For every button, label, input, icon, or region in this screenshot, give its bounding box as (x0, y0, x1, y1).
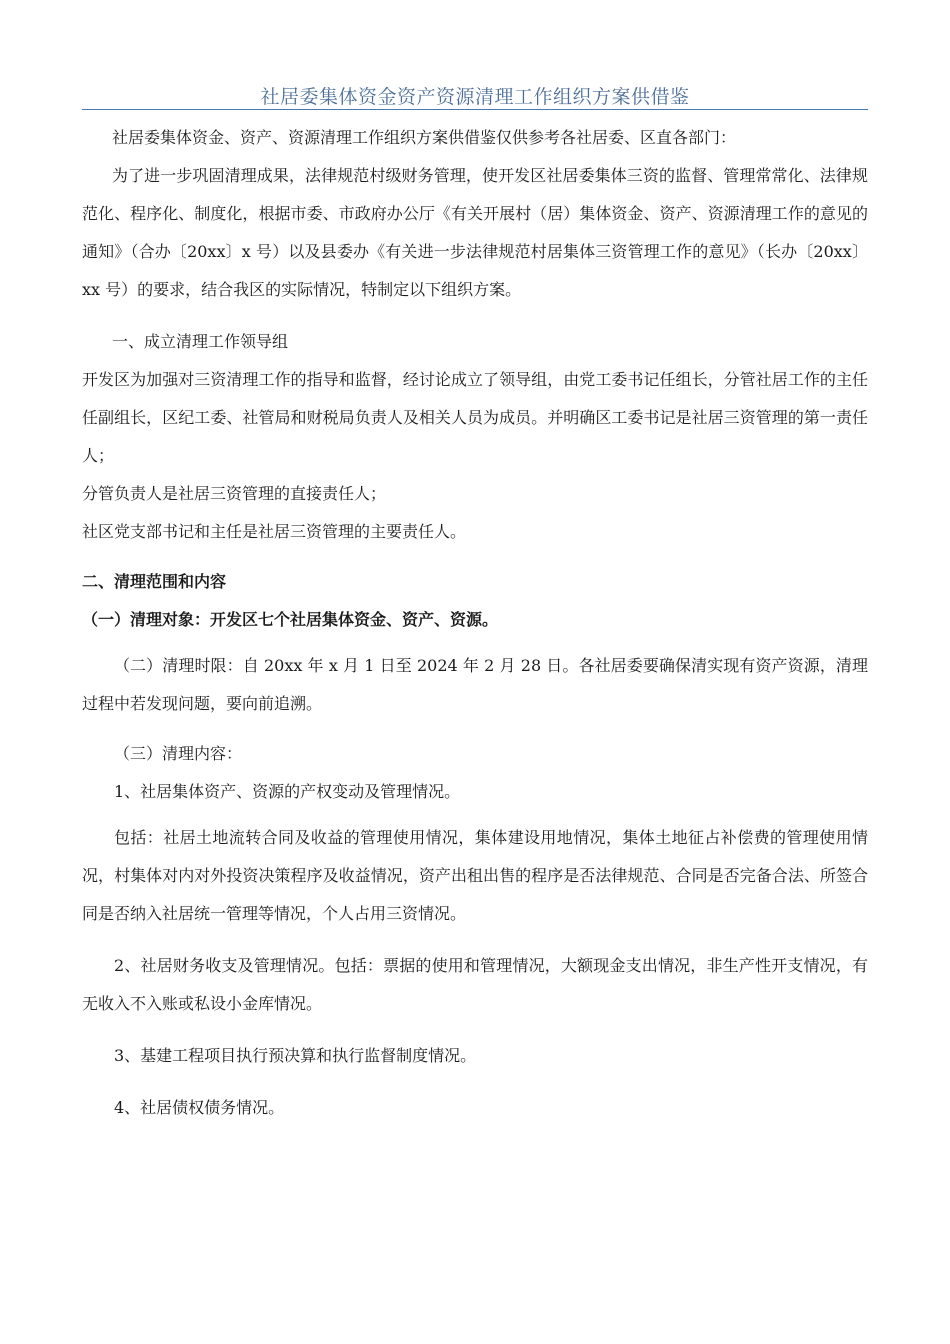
section2-item-period: （二）清理时限：自 20xx 年 x 月 1 日至 2024 年 2 月 28 日。各社居委要确保清实现有资产资源，清理过程中若发现问题，要向前追溯。 (82, 656, 868, 713)
content-list-item: 1、社居集体资产、资源的产权变动及管理情况。 (114, 782, 461, 801)
page-header-title: 社居委集体资金资产资源清理工作组织方案供借鉴 (260, 86, 690, 108)
content-list-item: 4、社居债权债务情况。 (114, 1098, 285, 1117)
intro-paragraph: 社居委集体资金、资产、资源清理工作组织方案供借鉴仅供参考各社居委、区直各部门： (112, 128, 737, 147)
content-list-item: 2、社居财务收支及管理情况。包括：票据的使用和管理情况，大额现金支出情况，非生产性开支情况，有无收入不入账或私设小金库情况。 (82, 956, 868, 1013)
section1-paragraph: 开发区为加强对三资清理工作的指导和监督，经讨论成立了领导组，由党工委书记任组长，分管社居工作的主任任副组长，区纪工委、社管局和财税局负责人及相关人员为成员。并明确区工委书记是社居三资管理的第一责任人； (82, 370, 868, 465)
section1-paragraph: 社区党支部书记和主任是社居三资管理的主要责任人。 (82, 522, 467, 541)
section2-item-content: （三）清理内容： (114, 744, 243, 763)
document-body (82, 119, 868, 1127)
purpose-paragraph: 为了进一步巩固清理成果，法律规范村级财务管理，使开发区社居委集体三资的监督、管理常常化、法律规范化、程序化、制度化，根据市委、市政府办公厅《有关开展村（居）集体资金、资产、资源清理工作的意见的通知》（合办〔20xx〕x 号）以及县委办《有关进一步法律规范村居集体三资管理工作的意见》（长办〔20xx〕xx 号）的要求，结合我区的实际情况，特制定以下组织方案。 (82, 166, 868, 299)
section1-paragraph: 分管负责人是社居三资管理的直接责任人； (82, 484, 387, 503)
header-divider (82, 109, 868, 110)
content-list-item: 3、基建工程项目执行预决算和执行监督制度情况。 (114, 1046, 477, 1065)
section2-heading: 二、清理范围和内容 (82, 572, 227, 591)
section1-heading: 一、成立清理工作领导组 (112, 332, 289, 351)
content-list-detail: 包括：社居土地流转合同及收益的管理使用情况，集体建设用地情况，集体土地征占补偿费的管理使用情况，村集体对内对外投资决策程序及收益情况，资产出租出售的程序是否法律规范、合同是否完备合法、所签合同是否纳入社居统一管理等情况，个人占用三资情况。 (82, 828, 868, 923)
section2-item-scope: （一）清理对象：开发区七个社居集体资金、资产、资源。 (82, 610, 499, 629)
